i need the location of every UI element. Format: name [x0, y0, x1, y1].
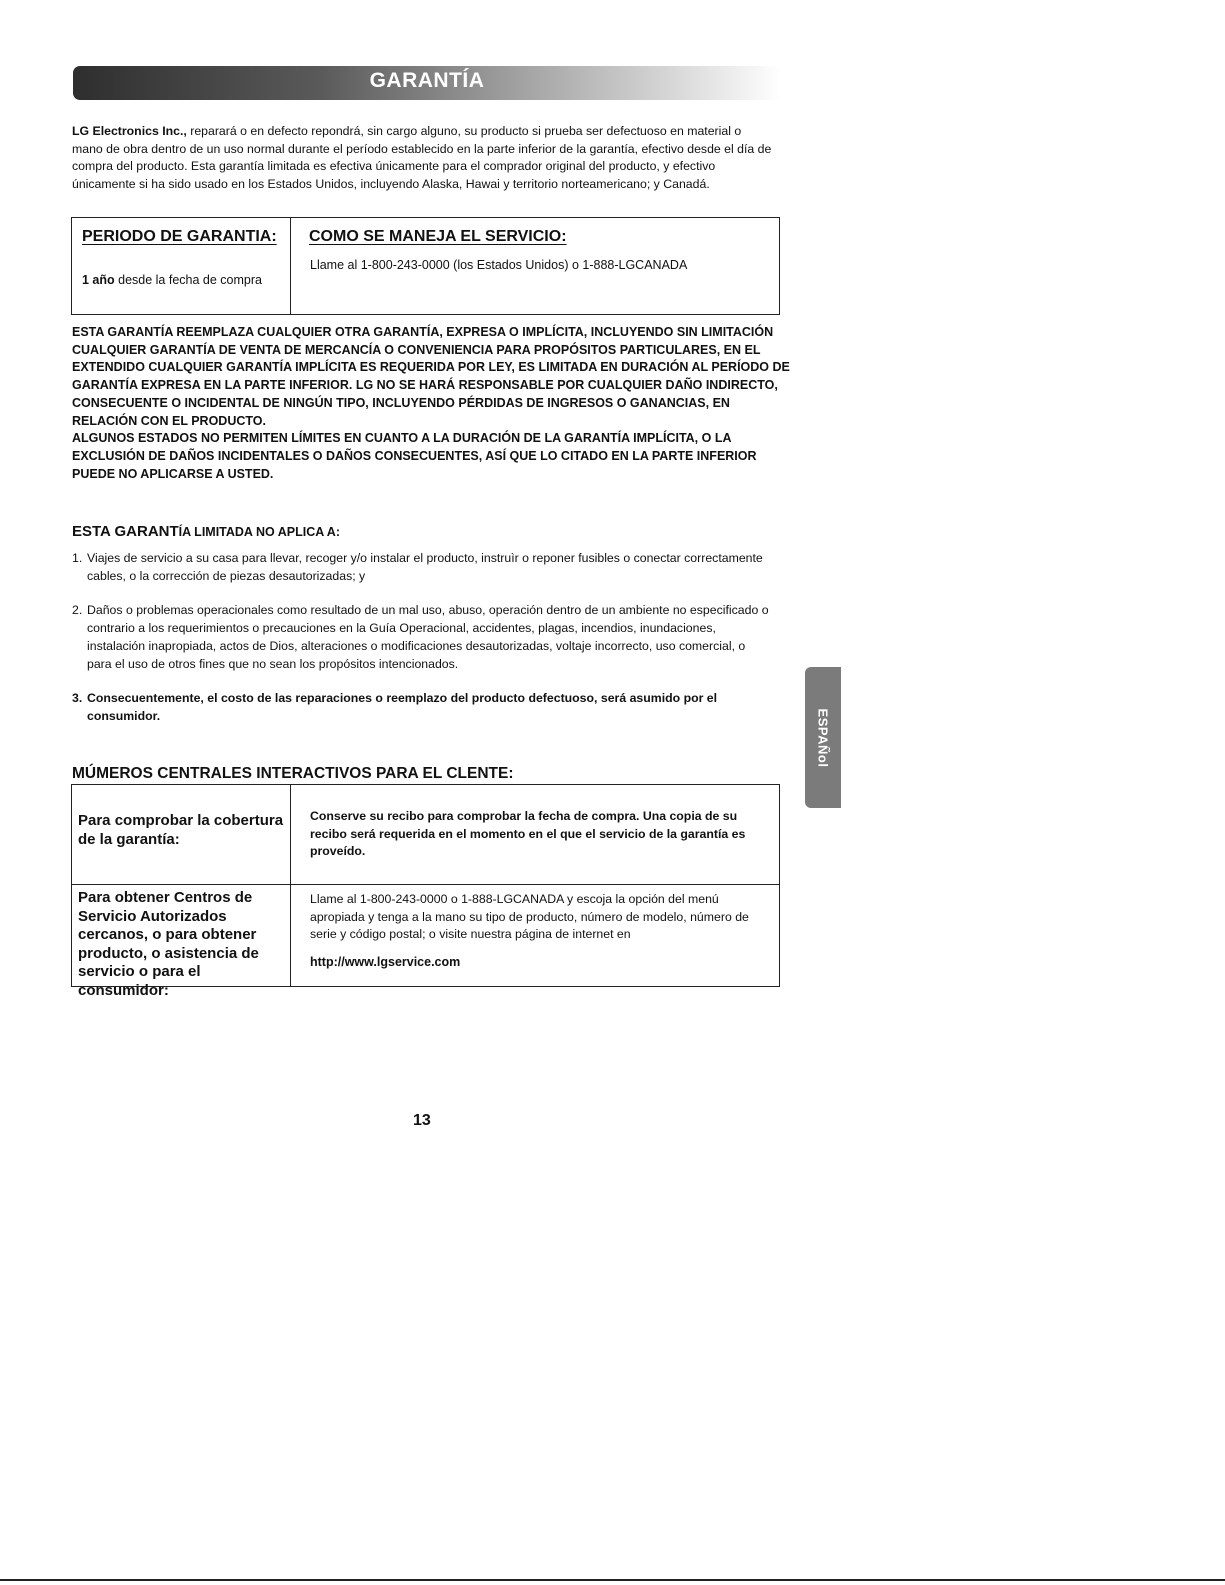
list-item-number: 2. [72, 603, 83, 618]
warranty-period-box [71, 217, 780, 315]
list-item-number: 1. [72, 551, 83, 565]
list-item [72, 550, 772, 585]
exclusions-heading-big: ESTA GARANT [72, 523, 179, 540]
box-divider [290, 218, 291, 314]
service-heading: COMO SE MANEJA EL SERVICIO: [309, 228, 567, 245]
service-centers-info: Llame al 1-800-243-0000 o 1-888-LGCANADA y escoja la opción del menú apropiada y tenga a la mano su tipo de producto, número de modelo, número de serie y código postal; o visite nuestra página de internet en [310, 892, 749, 942]
list-item [72, 602, 772, 673]
intro-paragraph [72, 123, 772, 193]
page-number: 13 [413, 1112, 431, 1129]
disclaimer-text [72, 324, 792, 483]
warranty-period-value [82, 273, 262, 287]
list-item [72, 690, 772, 725]
table-column-divider [290, 785, 291, 986]
warranty-period-heading: PERIODO DE GARANTIA: [82, 228, 277, 245]
coverage-label: Para comprobar la cobertura de la garantía: [78, 812, 284, 848]
list-item-number: 3. [72, 691, 83, 706]
warranty-period-duration: 1 año [82, 273, 115, 287]
list-item-text: Consecuentemente, el costo de las reparaciones o reemplazo del producto defectuoso, será asumido por el consumidor. [87, 691, 718, 723]
intro-text: reparará o en defecto repondrá, sin cargo alguno, su producto si prueba ser defectuoso en material o mano de obra dentro de un uso normal durante el período establecido en la parte inferior de la garantía, efectivo desde el día de compra del producto. Esta garantía limitada es efectiva únicamente para el comprador original del producto, y efectivo únicamente si ha sido usado en los Estados Unidos, incluyendo Alaska, Hawai y territorio norteamericano; y Canadá. [72, 124, 772, 191]
exclusions-heading [72, 523, 340, 540]
disclaimer-paragraph-1: ESTA GARANTÍA REEMPLAZA CUALQUIER OTRA GARANTÍA, EXPRESA O IMPLÍCITA, INCLUYENDO SIN LIMITACIÓN CUALQUIER GARANTÍA DE VENTA DE MERCANCÍA O CONVENIENCIA PARA PROPÓSITOS PARTICULARES, EN EL EXTENDIDO CUALQUIER GARANTÍA IMPLÍCITA ES REQUERIDA POR LEY, ES LIMITADA EN DURACIÓN AL PERÍODO DE GARANTÍA EXPRESA EN LA PARTE INFERIOR. LG NO SE HARÁ RESPONSABLE POR CUALQUIER DAÑO INDIRECTO, CONSECUENTE O INCIDENTAL DE NINGÚN TIPO, INCLUYENDO PÉRDIDAS DE INGRESOS O GANANCIAS, EN RELACIÓN CON EL PRODUCTO. [72, 325, 790, 428]
language-tab-label: ESPAÑol [815, 708, 831, 767]
disclaimer-paragraph-2: ALGUNOS ESTADOS NO PERMITEN LÍMITES EN CUANTO A LA DURACIÓN DE LA GARANTÍA IMPLÍCITA, O LA EXCLUSIÓN DE DAÑOS INCIDENTALES O DAÑOS CONSECUENTES, ASÍ QUE LO CITADO EN LA PARTE INFERIOR PUEDE NO APLICARSE A USTED. [72, 431, 757, 481]
company-name: LG Electronics Inc., [72, 124, 187, 138]
service-website-link[interactable]: http://www.lgservice.com [310, 955, 461, 969]
bottom-rule [0, 1579, 1225, 1581]
list-item-text: Daños o problemas operacionales como resultado de un mal uso, abuso, operación dentro de un ambiente no especificado o contrario a los requerimientos o precauciones en la Guía Operacional, accidentes, plagas, incendios, inundaciones, instalación inapropiada, actos de Dios, alteraciones o modificaciones desautorizadas, voltaje incorrecto, uso comercial, o para el uso de otros fines que no sean los propósitos intencionados. [87, 603, 769, 671]
language-tab [805, 667, 841, 808]
coverage-info: Conserve su recibo para comprobar la fecha de compra. Una copia de su recibo será requerida en el momento en el que el servicio de la garantía es proveído. [310, 809, 746, 859]
service-centers-label: Para obtener Centros de Servicio Autorizados cercanos, o para obtener producto, o asistencia de servicio o para el consumidor: [78, 889, 259, 999]
service-text: Llame al 1-800-243-0000 (los Estados Unidos) o 1-888-LGCANADA [310, 258, 688, 272]
exclusions-list [72, 550, 772, 743]
table-row-divider [72, 884, 779, 885]
exclusions-heading-small: ÍA LIMITADA NO APLICA A: [178, 525, 340, 539]
warranty-period-text: desde la fecha de compra [114, 273, 262, 287]
contacts-heading: MÚMEROS CENTRALES INTERACTIVOS PARA EL CLENTE: [72, 765, 514, 782]
page-title: GARANTÍA [369, 69, 485, 92]
title-banner [73, 66, 781, 100]
list-item-text: Viajes de servicio a su casa para llevar, recoger y/o instalar el producto, instruìr o reponer fusibles o conectar correctamente cables, o la corrección de piezas desautorizadas; y [87, 551, 763, 583]
contacts-table [71, 784, 780, 999]
